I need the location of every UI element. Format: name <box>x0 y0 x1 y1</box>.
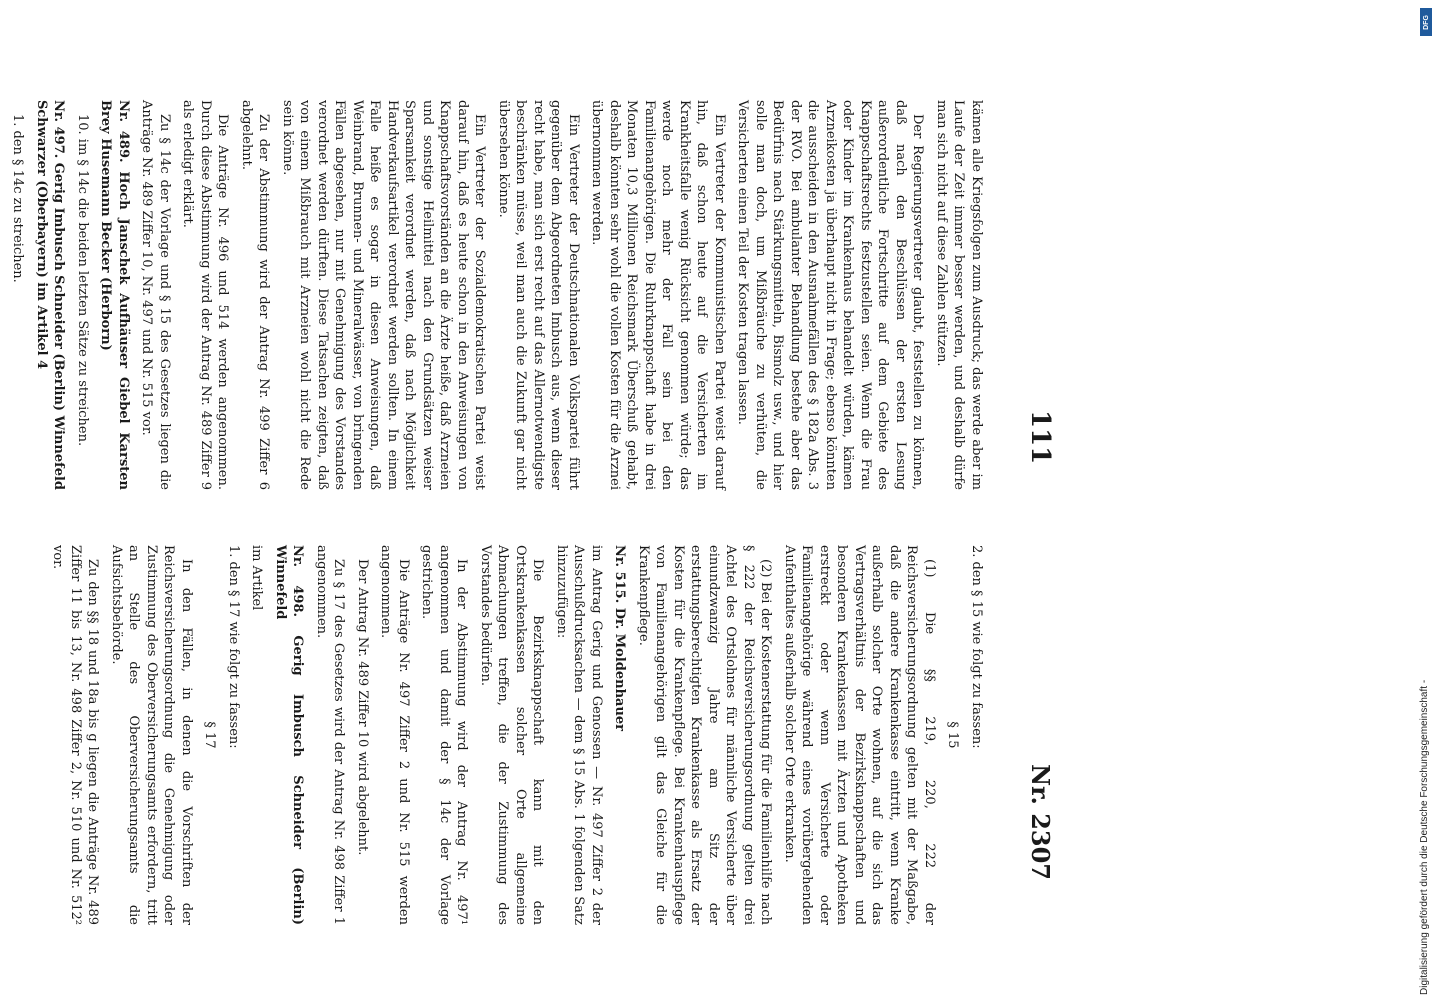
section-sign-heading: § 17 <box>202 721 218 749</box>
paragraph: im Antrag Gerig und Genossen — Nr. 497 Ziffer 2 der Ausschußdrucksachen — dem § 15 Abs. 1 folgenden Satz hinzuzufügen: <box>554 545 604 925</box>
paragraph: Der Regierungsvertreter glaubt, feststellen zu können, daß nach den Beschlüssen der ersten Lesung außerordentliche Fortschritte auf dem Gebiete des Knappschaftsrechts festzustellen seien. Wenn die Frau oder Kinder im Krankenhaus behandelt würden, kämen Arzneikosten ja überhaupt nicht in Frage; ebenso könnten die ausscheiden in den Ausnahmefällen des § 182a Abs. 3 der RVO. Bei ambulanter Behandlung bestehe aber das Bedürfnis nach Stärkungsmitteln, Bismolz usw., und hier solle man doch, um Mißbräuche zu verhüten, die Versicherten einen Teil der Kosten tragen lassen. <box>735 100 926 490</box>
left-column <box>3 100 985 490</box>
paragraph: 10. im § 14c die beiden letzten Sätze zu streichen. <box>75 114 90 447</box>
paragraph: Die Bezirksknappschaft kann mit den Ortskrankenkassen solcher Orte allgemeine Abmachungen treffen, die der Zustimmung des Vorstandes bedürfen. <box>478 545 546 925</box>
motion-heading: Nr. 489. Hoch Janschek Aufhäuser Giebel Karsten Brey Husemann Becker (Herborn) <box>98 100 131 490</box>
paragraph: Die Anträge Nr. 496 und 514 werden angenommen. Durch diese Abstimmung wird der Antrag Nr. 489 Ziffer 9 als erledigt erklärt. <box>180 100 231 490</box>
digitization-credit: Digitalisierung gefördert durch die Deutsche Forschungsgemeinschaft - <box>1419 679 1430 995</box>
document-number: Nr. 2307 <box>1026 764 1055 880</box>
paragraph: kämen alle Kriegsfolgen zum Ausdruck; das werde aber im Laufe der Zeit immer besser werden, und deshalb dürfe man sich nicht auf diese Zahlen stützen. <box>934 100 984 490</box>
paragraph: Zu der Abstimmung wird der Antrag Nr. 499 Ziffer 6 abgelehnt. <box>239 100 272 490</box>
paragraph: im Artikel <box>249 545 265 611</box>
right-column <box>43 545 985 925</box>
paragraph: In der Abstimmung wird der Antrag Nr. 497¹ angenommen und damit der § 14c der Vorlage gestrichen. <box>419 545 470 925</box>
page-content <box>10 0 1125 960</box>
paragraph: (1) Die §§ 219, 220, 222 der Reichsversicherungsordnung gelten mit der Maßgabe, daß die andere Krankenkasse eintritt, wenn Kranke außerhalb solcher Orte wohnen, auf die sich das Vertragsverhältnis der Bezirksknappschaften und besonderen Krankenkassen mit Ärzten und Apotheken erstreckt oder wenn Versicherte oder Familienangehörige während eines vorübergehenden Aufenthaltes außerhalb solcher Orte erkranken. <box>782 545 937 925</box>
motion-heading: Nr. 515. Dr. Moldenhauer <box>612 545 628 732</box>
section-sign-heading: § 15 <box>945 721 961 749</box>
paragraph: Ein Vertreter der Deutschnationalen Volkspartei führt gegenüber dem Abgeordneten Imbusch aus, wenn dieser recht habe, man sich erst recht auf das Allernotwendigste beschränken müsse, weil man auch die Zukunft gar nicht übersehen könne. <box>496 100 581 490</box>
paragraph: 2. den § 15 wie folgt zu fassen: <box>969 545 984 749</box>
paragraph: Der Antrag Nr. 489 Ziffer 10 wird abgelehnt. <box>355 559 370 856</box>
paragraph: Ein Vertreter der Sozialdemokratischen Partei weist darauf hin, daß es heute schon in den Anweisungen von Knappschaftsvorständen an die Ärzte heiße, daß Arzneien und sonstige Heilmittel nach den Grundsätzen weiser Sparsamkeit verordnet werden, daß nach Möglichkeit Handverkaufsartikel verordnet werden sollten. In einem Falle heiße es sogar in diesen Anweisungen, daß Weinbrand, Brunnen- und Mineralwässer, von bringenden Fällen abgesehen, nur mit Genehmigung des Vorstandes verordnet werden dürften. Diese Tatsachen zeigten, daß von einem Mißbrauch mit Arzneien wohl nicht die Rede sein könne. <box>280 100 488 490</box>
motion-heading: Nr. 497. Gerig Imbusch Schneider (Berlin) Winnefeld Schwarzer (Oberbayern) im Artikel 4 <box>34 100 67 490</box>
page-number: 111 <box>1025 410 1055 465</box>
paragraph: (2) Bei der Kostenerstattung für die Familienhilfe nach § 222 der Reichsversicherungsordnung gelten drei Achtel des Ortslohnes für männliche Versicherte über einundzwanzig Jahre am Sitz der erstattungsberechtigten Krankenkasse als Ersatz der Kosten für die Krankenpflege. Bei Krankenhauspflege von Familienangehörigen gilt das Gleiche für die Krankenpflege. <box>636 545 774 925</box>
dfg-logo-text: DFG <box>1422 14 1430 30</box>
rotated-page-body <box>5 0 1125 1000</box>
paragraph: Zu den §§ 18 und 18a bis g liegen die Anträge Nr. 489 Ziffer 11 bis 13, Nr. 498 Ziffer 2, Nr. 510 und Nr. 512² vor. <box>50 545 101 925</box>
dfg-logo <box>1420 8 1432 36</box>
page-header <box>1015 40 1055 920</box>
paragraph: Zu § 17 des Gesetzes wird der Antrag Nr. 498 Ziffer 1 angenommen. <box>314 545 347 925</box>
paragraph: In den Fällen, in denen die Vorschriften der Reichsversicherungsordnung die Genehmigung oder Zustimmung des Oberversicherungsamts erfordern, tritt an Stelle des Oberversicherungsamts die Aufsichtsbehörde. <box>109 545 194 925</box>
paragraph: Zu § 14c der Vorlage und § 15 des Gesetzes liegen die Anträge Nr. 489 Ziffer 10, Nr. 497 und Nr. 515 vor. <box>139 100 172 490</box>
paragraph: Ein Vertreter der Kommunistischen Partei weist darauf hin, daß schon heute auf die Versicherten im Krankheitsfalle wenig Rücksicht genommen würde; das werde noch mehr der Fall sein bei den Familienangehörigen. Die Ruhrknappschaft habe in drei Monaten 10,3 Millionen Reichsmark Überschuß gehabt, deshalb könnten sehr wohl die vollen Kosten für die Arznei übernommen werden. <box>589 100 727 490</box>
paragraph: 1. den § 14c zu streichen. <box>10 114 26 283</box>
motion-heading: Nr. 498. Gerig Imbusch Schneider (Berlin) Winnefeld <box>273 545 306 925</box>
paragraph: 1. den § 17 wie folgt zu fassen: <box>226 545 241 749</box>
paragraph: Die Anträge Nr. 497 Ziffer 2 und Nr. 515 werden angenommen. <box>378 545 411 925</box>
